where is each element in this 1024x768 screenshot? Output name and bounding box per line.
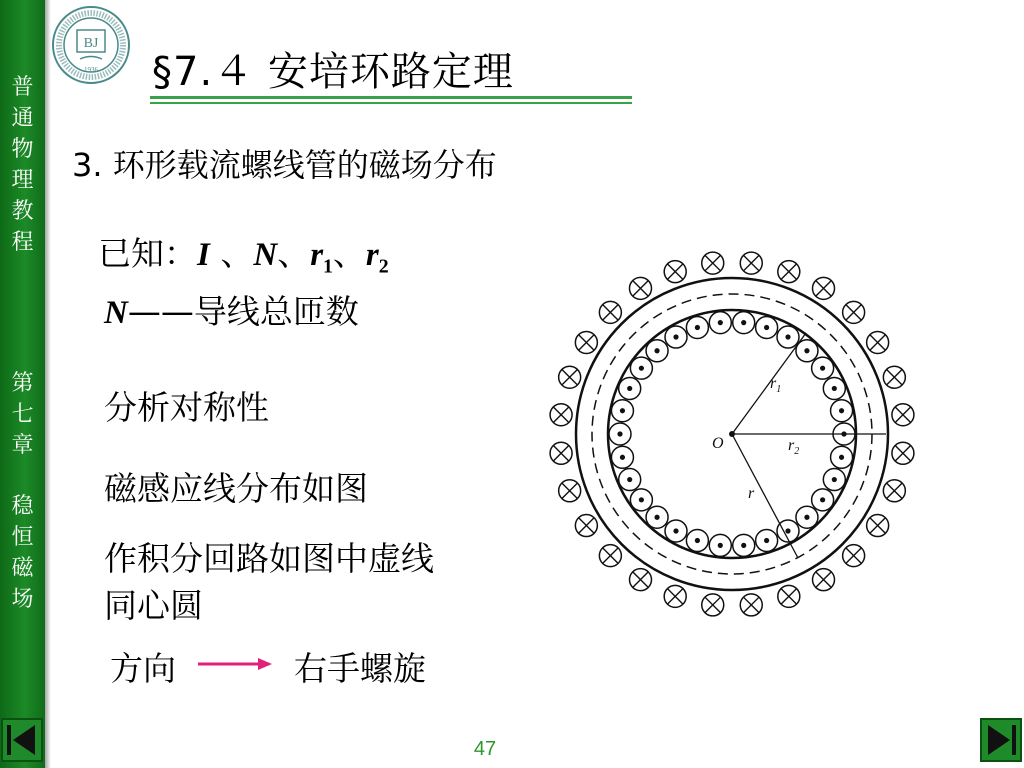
sidebar-chapter-char: 七	[11, 402, 34, 427]
current-out-of-page-icon	[686, 316, 708, 338]
current-out-of-page-icon	[709, 534, 731, 556]
current-out-of-page-icon	[646, 340, 668, 362]
n-definition-line	[104, 286, 359, 333]
current-out-of-page-icon	[831, 400, 853, 422]
given-sep2: 、	[277, 234, 311, 273]
sidebar-topic	[0, 491, 45, 615]
current-into-page-icon	[599, 545, 621, 567]
current-out-of-page-icon	[611, 400, 633, 422]
given-line	[98, 228, 389, 279]
concentric-circle-line: 同心圆	[104, 586, 203, 625]
current-into-page-icon	[599, 301, 621, 323]
current-into-page-icon	[702, 252, 724, 274]
sidebar-course-char: 普	[11, 75, 34, 100]
current-out-of-page-icon	[777, 326, 799, 348]
integration-loop-line: 作积分回路如图中虚线	[104, 539, 434, 578]
current-out-of-page-icon	[812, 489, 834, 511]
current-into-page-icon	[702, 594, 724, 616]
current-into-page-icon	[813, 569, 835, 591]
page-number: 47	[473, 738, 497, 760]
current-out-of-page-icon	[630, 489, 652, 511]
sidebar-chapter-char: 第	[11, 371, 34, 396]
current-out-of-page-icon	[609, 423, 631, 445]
current-into-page-icon	[629, 569, 651, 591]
current-out-of-page-icon	[796, 506, 818, 528]
current-out-of-page-icon	[823, 469, 845, 491]
current-out-of-page-icon	[812, 357, 834, 379]
next-slide-button[interactable]	[980, 718, 1022, 762]
sidebar-course-char: 教	[11, 199, 34, 224]
current-out-of-page-icon	[665, 326, 687, 348]
label-r: r	[748, 485, 755, 502]
current-into-page-icon	[892, 442, 914, 464]
given-r2: r	[365, 237, 379, 273]
current-into-page-icon	[778, 585, 800, 607]
current-into-page-icon	[550, 442, 572, 464]
current-into-page-icon	[867, 331, 889, 353]
sidebar-course-char: 理	[11, 168, 34, 193]
label-r1: r	[770, 375, 777, 392]
prev-slide-button[interactable]	[1, 718, 43, 762]
left-sidebar	[0, 0, 45, 768]
direction-arrow-icon	[196, 652, 276, 676]
svg-text:r2	[788, 437, 799, 457]
toroid-diagram	[540, 240, 930, 630]
n-definition: ——导线总匝数	[127, 292, 359, 331]
current-into-page-icon	[575, 331, 597, 353]
sidebar-topic-char: 恒	[11, 525, 34, 550]
current-out-of-page-icon	[756, 316, 778, 338]
sidebar-chapter-char: 章	[11, 433, 34, 458]
current-out-of-page-icon	[823, 377, 845, 399]
sidebar-topic-char: 场	[11, 587, 34, 612]
current-into-page-icon	[559, 480, 581, 502]
sidebar-shadow	[45, 0, 51, 768]
current-into-page-icon	[575, 515, 597, 537]
label-r1-sub: 1	[776, 384, 782, 395]
university-seal-logo	[50, 4, 132, 86]
current-into-page-icon	[843, 301, 865, 323]
logo-initials: BJ	[83, 36, 99, 51]
slide-title: §7.４ 安培环路定理	[152, 49, 514, 95]
given-I: I	[197, 237, 210, 273]
current-into-page-icon	[892, 404, 914, 426]
current-into-page-icon	[867, 515, 889, 537]
current-out-of-page-icon	[665, 520, 687, 542]
previous-icon	[3, 720, 41, 760]
direction-label: 方向	[110, 649, 176, 688]
given-r2-sub: 2	[378, 255, 389, 278]
section-heading: 3. 环形载流螺线管的磁场分布	[72, 146, 497, 184]
current-out-of-page-icon	[611, 446, 633, 468]
given-label: 已知：	[98, 234, 197, 273]
given-sep3: 、	[332, 234, 366, 273]
given-sep1: 、	[209, 234, 254, 273]
given-r1-sub: 1	[323, 255, 333, 278]
current-into-page-icon	[883, 480, 905, 502]
field-lines-line: 磁感应线分布如图	[104, 469, 368, 508]
current-out-of-page-icon	[831, 446, 853, 468]
current-into-page-icon	[664, 261, 686, 283]
sidebar-course-char: 程	[11, 230, 34, 255]
current-into-page-icon	[629, 277, 651, 299]
sidebar-course-title	[0, 72, 45, 258]
sidebar-course-char: 物	[11, 137, 34, 162]
current-out-of-page-icon	[619, 469, 641, 491]
sidebar-chapter	[0, 368, 45, 461]
current-out-of-page-icon	[630, 357, 652, 379]
logo-year: 1936	[84, 66, 98, 74]
symmetry-line: 分析对称性	[104, 388, 269, 427]
sidebar-topic-char: 稳	[11, 494, 34, 519]
current-into-page-icon	[813, 277, 835, 299]
current-into-page-icon	[664, 585, 686, 607]
current-out-of-page-icon	[756, 530, 778, 552]
title-rule-thin	[150, 102, 632, 104]
current-out-of-page-icon	[733, 534, 755, 556]
current-into-page-icon	[550, 404, 572, 426]
direction-result: 右手螺旋	[294, 649, 426, 688]
label-r2-sub: 2	[794, 446, 800, 457]
current-out-of-page-icon	[646, 506, 668, 528]
title-rule-thick	[150, 96, 632, 99]
center-point	[729, 431, 735, 437]
sidebar-topic-char: 磁	[11, 556, 34, 581]
current-into-page-icon	[883, 366, 905, 388]
current-into-page-icon	[778, 261, 800, 283]
current-out-of-page-icon	[733, 312, 755, 334]
current-out-of-page-icon	[686, 530, 708, 552]
label-O: O	[712, 435, 724, 452]
given-N: N	[253, 237, 278, 273]
given-r1: r	[310, 237, 324, 273]
current-into-page-icon	[740, 252, 762, 274]
current-out-of-page-icon	[619, 377, 641, 399]
sidebar-course-char: 通	[11, 106, 34, 131]
n-symbol: N	[104, 295, 128, 331]
radius-r1-line	[732, 333, 806, 434]
current-out-of-page-icon	[709, 312, 731, 334]
current-into-page-icon	[843, 545, 865, 567]
svg-text:r1	[770, 375, 781, 395]
current-into-page-icon	[559, 366, 581, 388]
next-icon	[982, 720, 1020, 760]
label-r2: r	[788, 437, 795, 454]
current-into-page-icon	[740, 594, 762, 616]
